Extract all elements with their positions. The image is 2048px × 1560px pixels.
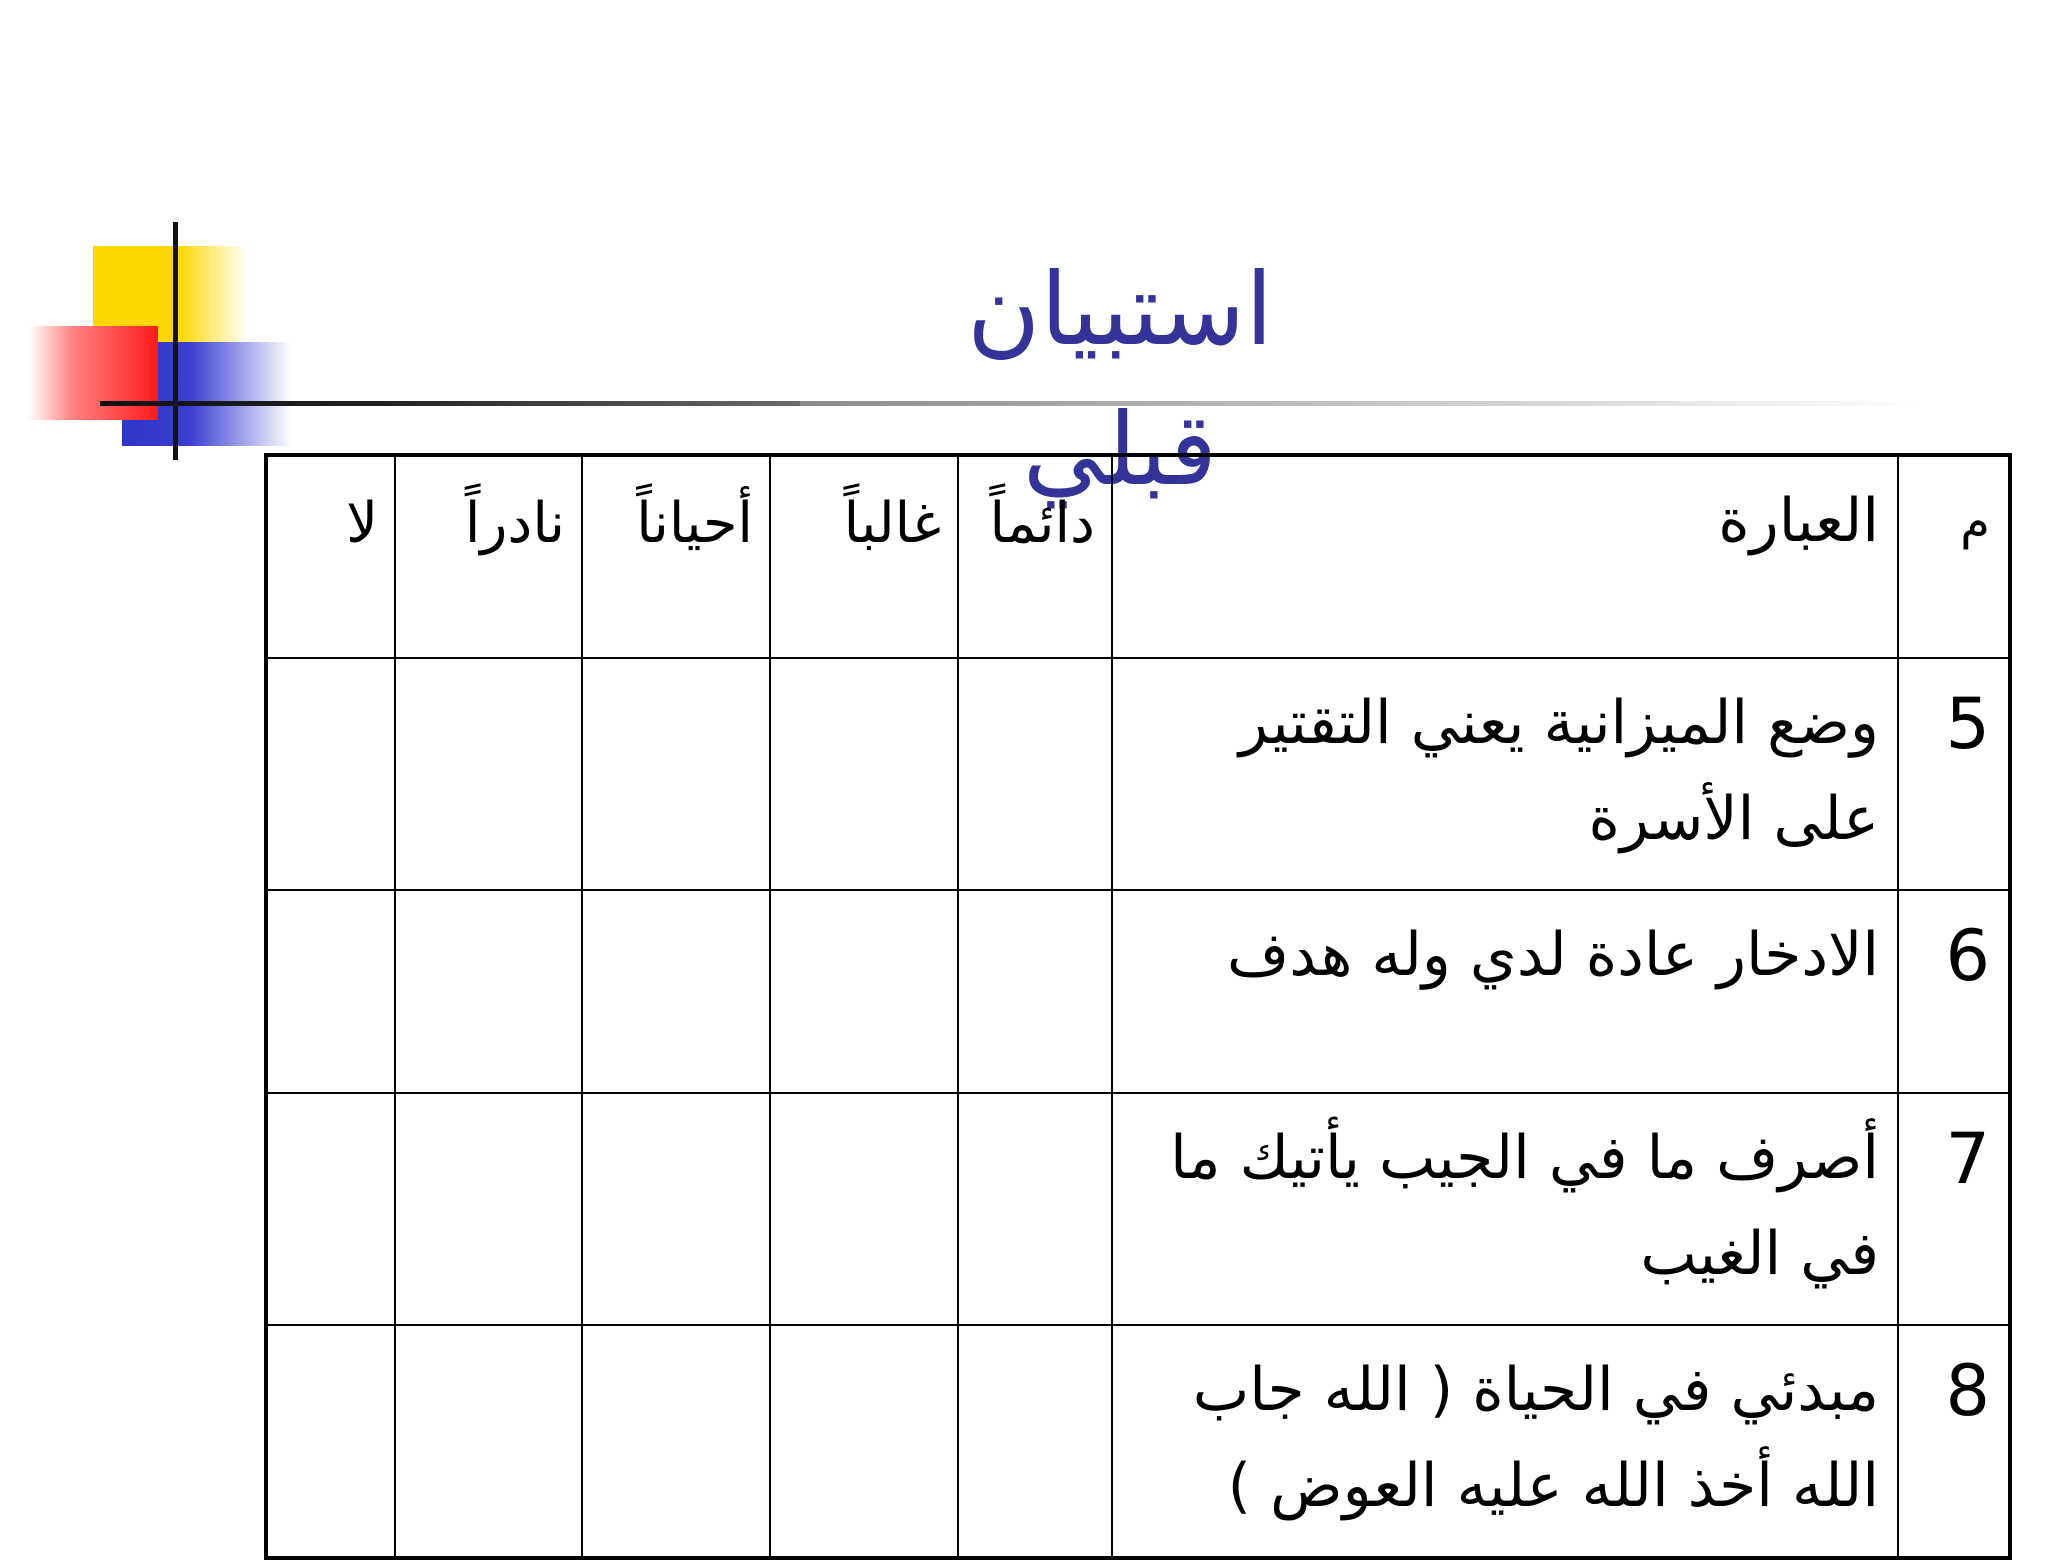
header-sometimes: أحياناً	[582, 455, 770, 658]
answer-cell-always[interactable]	[958, 890, 1112, 1093]
answer-cell-rarely[interactable]	[395, 890, 582, 1093]
answer-cell-never[interactable]	[266, 1093, 395, 1325]
title-underline-fade	[800, 401, 1920, 406]
answer-cell-often[interactable]	[770, 890, 958, 1093]
answer-cell-always[interactable]	[958, 1325, 1112, 1558]
row-number: 6	[1898, 890, 2010, 1093]
header-index: م	[1898, 455, 2010, 658]
slide-title: استبيان قبلي	[966, 251, 1273, 508]
answer-cell-sometimes[interactable]	[582, 1325, 770, 1558]
vertical-divider-line	[173, 222, 178, 460]
header-never: لا	[266, 455, 395, 658]
table-header-row	[266, 455, 2010, 658]
row-number: 8	[1898, 1325, 2010, 1558]
header-rarely: نادراً	[395, 455, 582, 658]
table-row	[266, 1325, 2010, 1558]
answer-cell-often[interactable]	[770, 658, 958, 890]
answer-cell-always[interactable]	[958, 1093, 1112, 1325]
row-statement: الادخار عادة لدي وله هدف	[1112, 890, 1898, 1093]
answer-cell-rarely[interactable]	[395, 1325, 582, 1558]
row-statement: مبدئي في الحياة ( الله جاب الله أخذ الله عليه العوض )	[1112, 1325, 1898, 1558]
row-statement: أصرف ما في الجيب يأتيك ما في الغيب	[1112, 1093, 1898, 1325]
table-row	[266, 1093, 2010, 1325]
row-statement: وضع الميزانية يعني التقتير على الأسرة	[1112, 658, 1898, 890]
answer-cell-often[interactable]	[770, 1093, 958, 1325]
answer-cell-never[interactable]	[266, 1325, 395, 1558]
row-number: 5	[1898, 658, 2010, 890]
row-number: 7	[1898, 1093, 2010, 1325]
answer-cell-sometimes[interactable]	[582, 658, 770, 890]
survey-table	[264, 453, 2012, 1560]
answer-cell-never[interactable]	[266, 658, 395, 890]
header-statement: العبارة	[1112, 455, 1898, 658]
answer-cell-rarely[interactable]	[395, 658, 582, 890]
answer-cell-often[interactable]	[770, 1325, 958, 1558]
answer-cell-sometimes[interactable]	[582, 1093, 770, 1325]
table-row	[266, 890, 2010, 1093]
header-often: غالباً	[770, 455, 958, 658]
answer-cell-never[interactable]	[266, 890, 395, 1093]
header-always: دائماً	[958, 455, 1112, 658]
table-row	[266, 658, 2010, 890]
title-underline	[100, 401, 800, 406]
answer-cell-sometimes[interactable]	[582, 890, 770, 1093]
answer-cell-always[interactable]	[958, 658, 1112, 890]
answer-cell-rarely[interactable]	[395, 1093, 582, 1325]
